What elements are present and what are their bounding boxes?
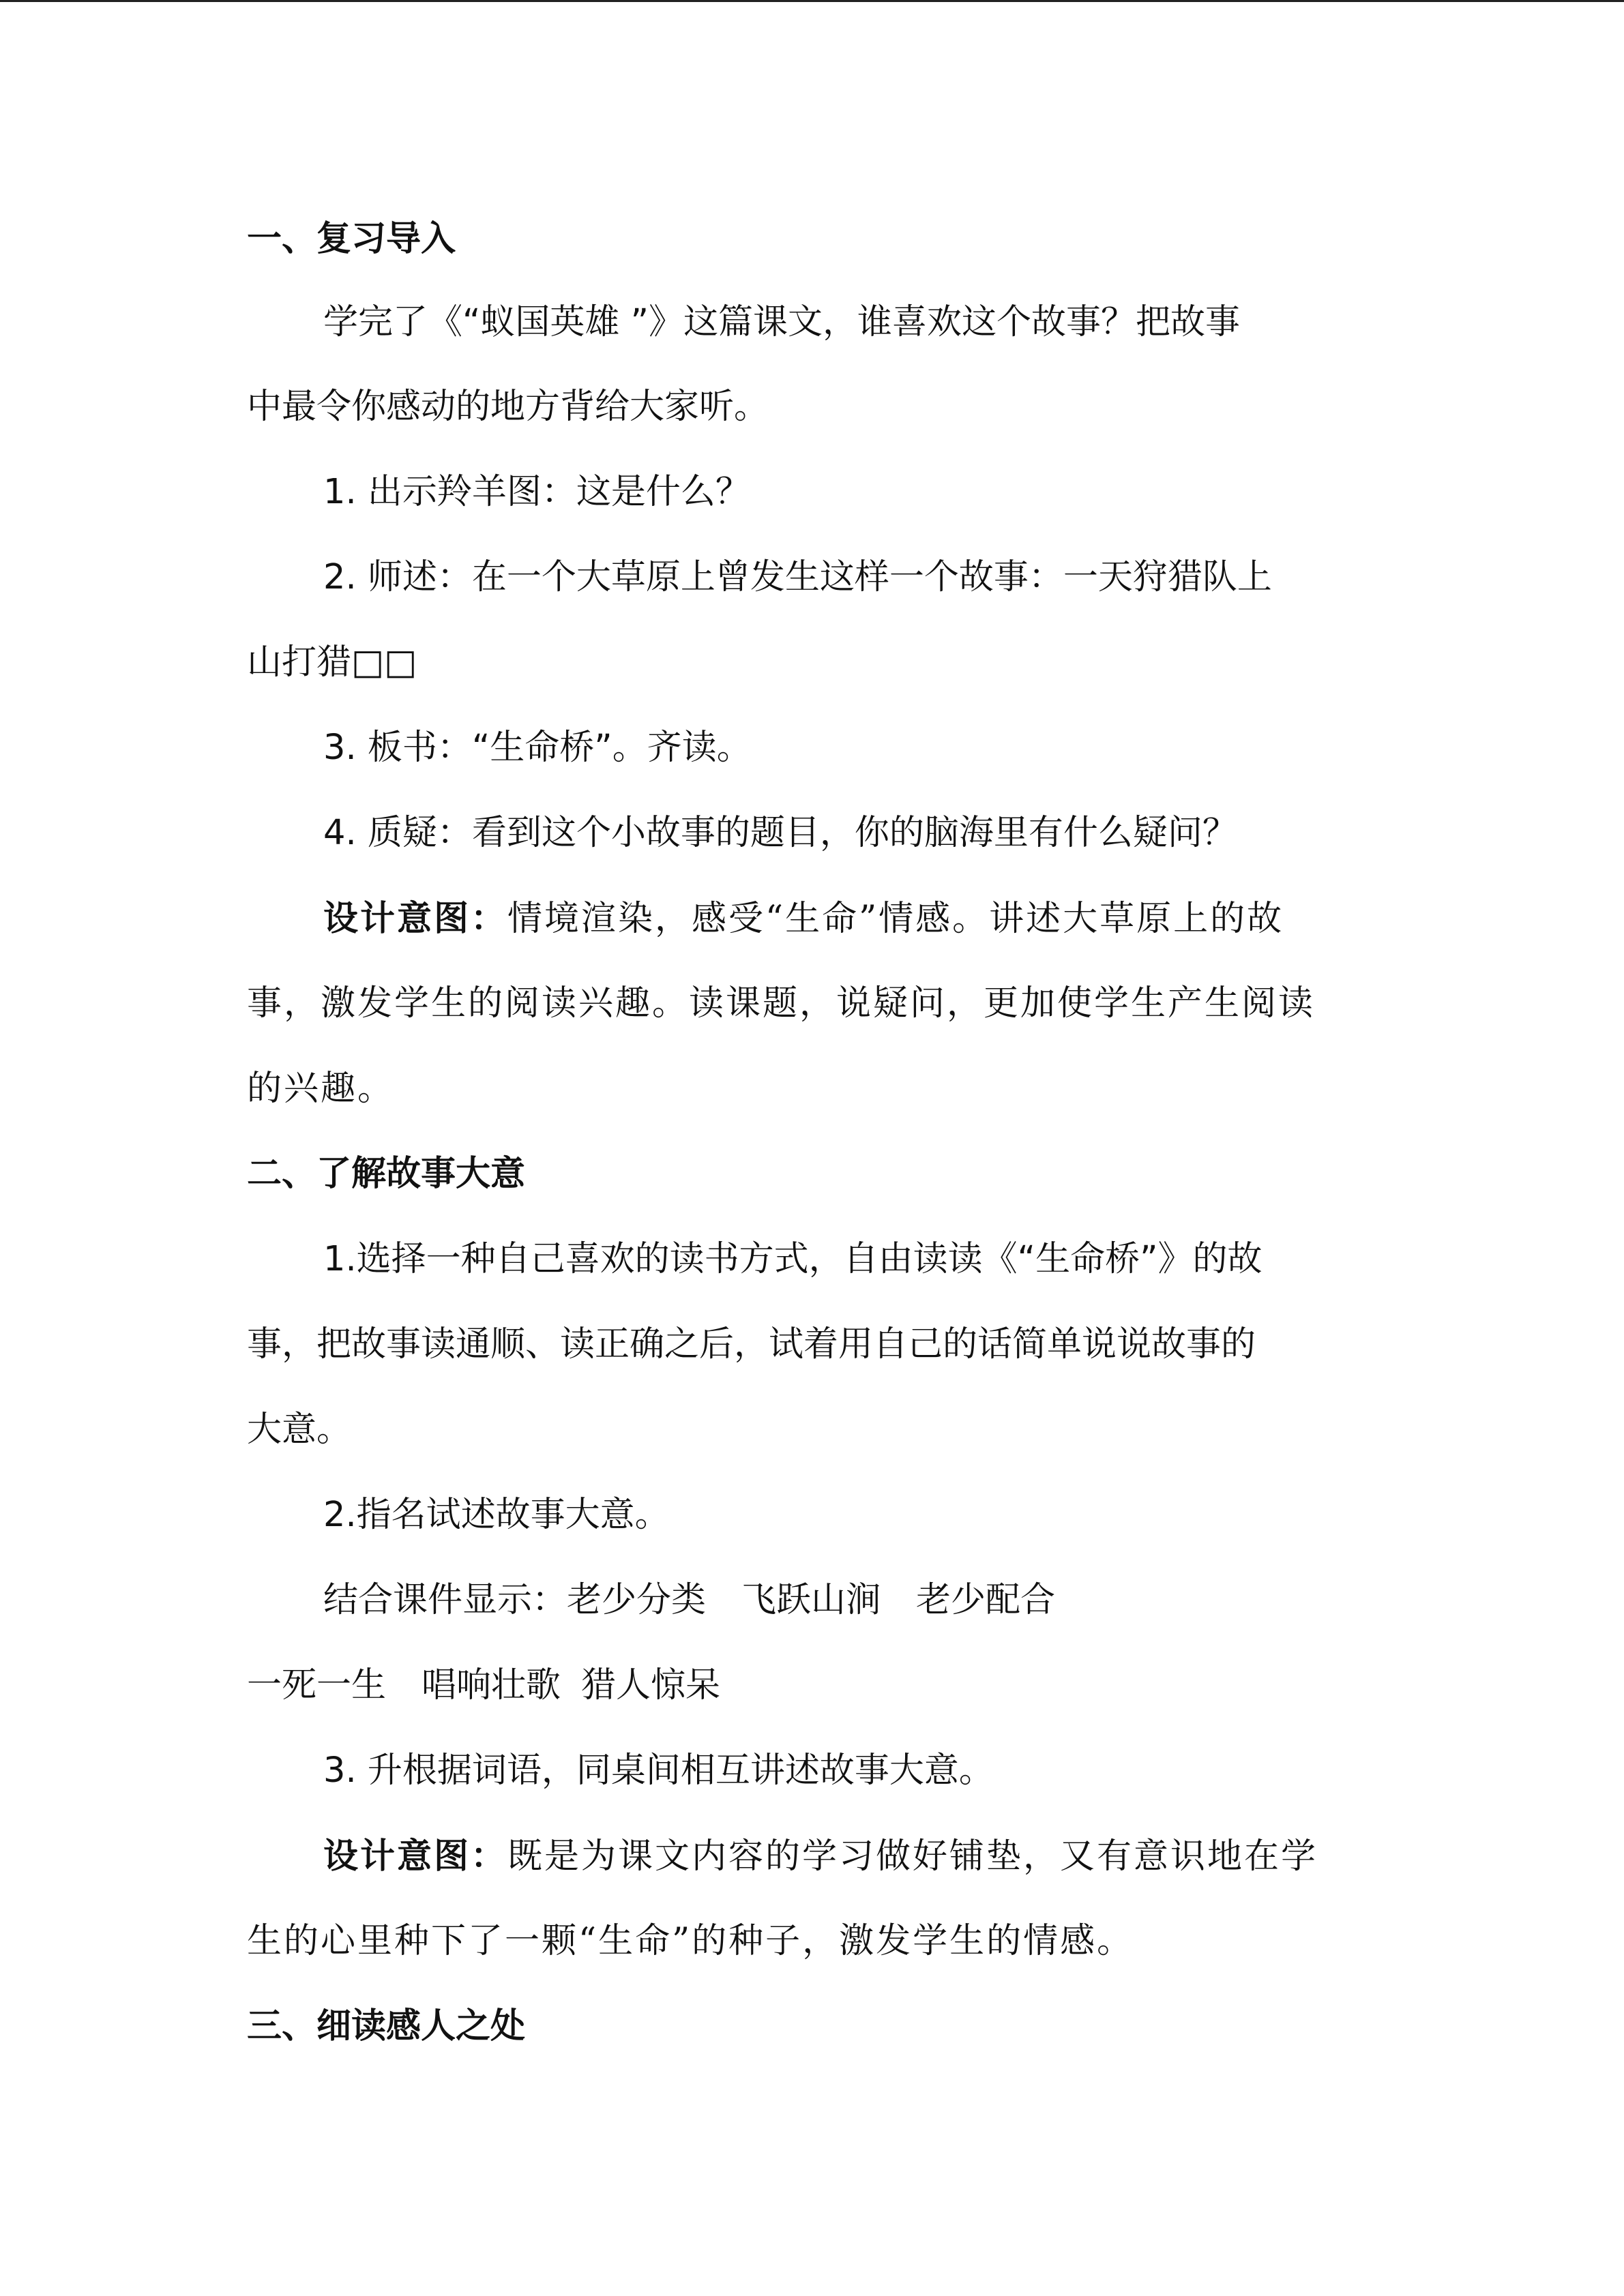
design-intent-2-line-1: [323, 1832, 1318, 1880]
keyword: 老少配合: [916, 1580, 1056, 1620]
section2-item-3: 3. 升根据词语，同桌间相互讲述故事大意。: [323, 1750, 994, 1791]
design-intent-text: 既是为课文内容的学习做好铺垫，又有意识地在学: [507, 1836, 1318, 1877]
list-item-2-line-1: 2. 师述：在一个大草原上曾发生这样一个故事：一天狩猎队上: [323, 557, 1272, 597]
page-top-border: [0, 0, 1624, 2]
section-heading-story-summary: 二、了解故事大意: [247, 1154, 526, 1194]
keyword: 飞跃山涧: [741, 1580, 881, 1620]
keyword: 唱响壮歌: [422, 1665, 561, 1705]
keywords-label: 结合课件显示：: [323, 1580, 567, 1620]
section-heading-close-reading: 三、细读感人之处: [247, 2006, 526, 2046]
section-heading-review: 一、复习导入: [247, 219, 456, 259]
keywords-row-2: [247, 1662, 720, 1710]
design-intent-2-line-2: 生的心里种下了一颗“生命”的种子，激发学生的情感。: [247, 1921, 1134, 1961]
design-intent-1-line-3: 的兴趣。: [247, 1069, 395, 1109]
section2-item-1-line-2: 事，把故事读通顺、读正确之后，试着用自己的话简单说说故事的: [247, 1324, 1256, 1365]
section2-item-1-line-3: 大意。: [247, 1410, 352, 1450]
keyword: 一死一生: [247, 1665, 387, 1705]
section2-item-2: 2.指名试述故事大意。: [323, 1495, 670, 1535]
intro-paragraph-line-1: 学完了《“蚁国英雄 ”》这篇课文，谁喜欢这个故事？把故事: [323, 302, 1241, 342]
keyword: 老少分类: [567, 1580, 707, 1620]
intro-paragraph-line-2: 中最令你感动的地方背给大家听。: [247, 387, 769, 427]
list-item-3: 3. 板书：“生命桥”。齐读。: [323, 728, 752, 768]
section2-item-1-line-1: 1.选择一种自己喜欢的读书方式，自由读读《“生命桥”》的故: [323, 1239, 1263, 1279]
keyword: 猎人惊呆: [581, 1665, 721, 1705]
list-item-2-line-2: 山打猎□□: [247, 642, 417, 683]
list-item-4: 4. 质疑：看到这个小故事的题目，你的脑海里有什么疑问？: [323, 813, 1237, 853]
design-intent-text: 情境渲染，感受“生命”情感。讲述大草原上的故: [507, 899, 1284, 939]
design-intent-1-line-1: [323, 895, 1284, 942]
list-item-1: 1. 出示羚羊图：这是什么？: [323, 472, 750, 512]
design-intent-1-line-2: 事，激发学生的阅读兴趣。读课题，说疑问，更加使学生产生阅读: [247, 983, 1316, 1024]
design-intent-label: 设计意图：: [323, 898, 508, 939]
design-intent-label: 设计意图：: [323, 1836, 508, 1877]
keywords-row-1: [323, 1577, 1055, 1624]
